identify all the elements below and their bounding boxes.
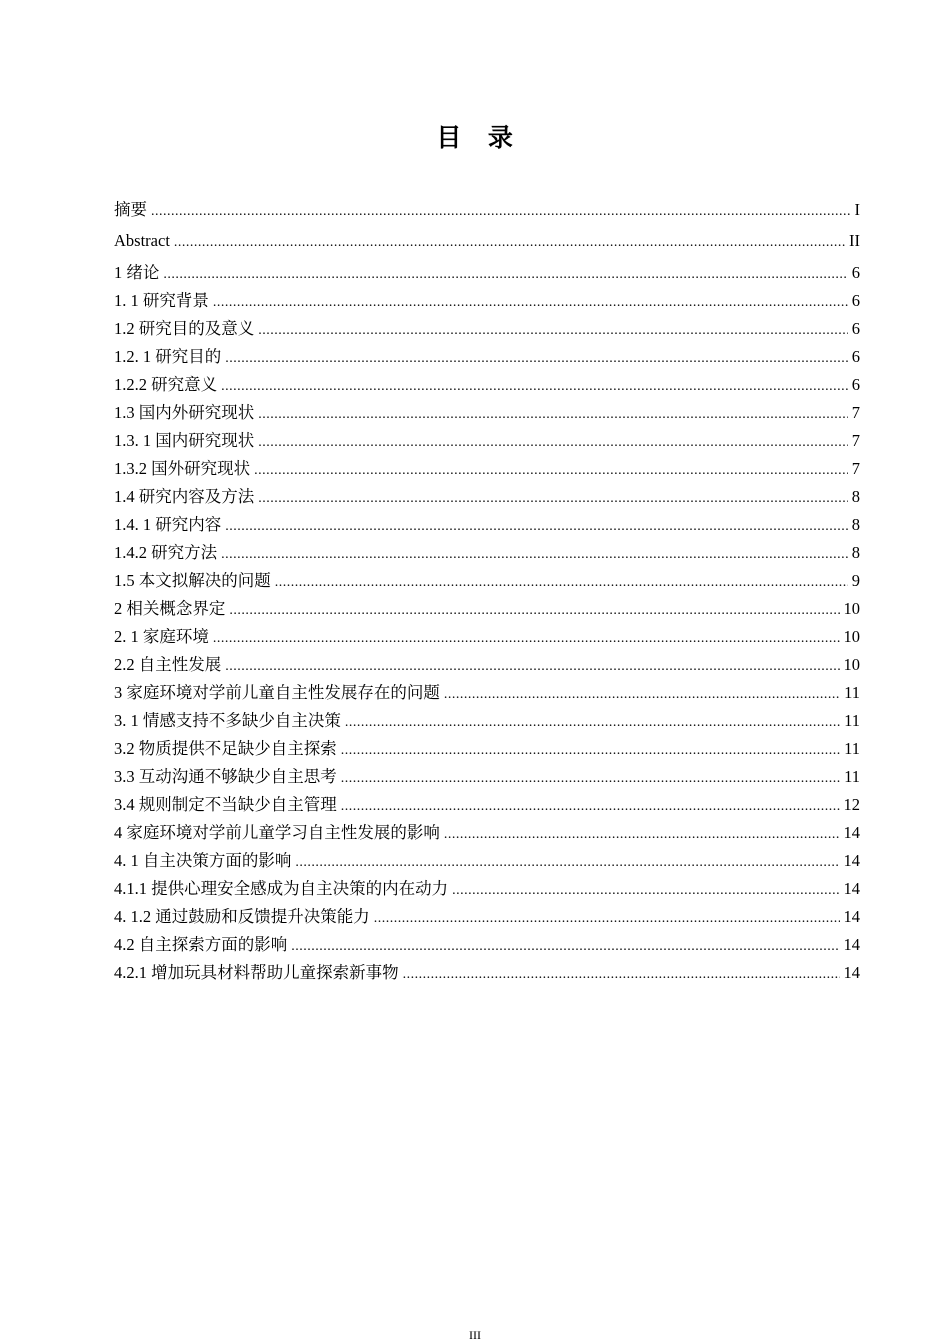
- toc-entry-label: 1.3 国内外研究现状: [114, 403, 255, 422]
- toc-entry-label: 4.2 自主探索方面的影响: [114, 935, 288, 954]
- toc-entry-page: 6: [851, 263, 860, 282]
- toc-entry[interactable]: [114, 791, 860, 819]
- toc-entry-page: 11: [844, 683, 860, 702]
- toc-entry-label: 1.5 本文拟解决的问题: [114, 571, 271, 590]
- toc-entry-page: 8: [851, 487, 860, 506]
- toc-entry-label: 3.4 规则制定不当缺少自主管理: [114, 795, 337, 814]
- toc-entry-page: 7: [851, 403, 860, 422]
- toc-entry[interactable]: [114, 931, 860, 959]
- toc-entry[interactable]: [114, 623, 860, 651]
- toc-dot-leader: [444, 681, 840, 709]
- toc-dot-leader: [345, 709, 840, 737]
- toc-dot-leader: [221, 541, 848, 569]
- toc-entry-label: 4. 1 自主决策方面的影响: [114, 851, 292, 870]
- toc-dot-leader: [151, 196, 851, 227]
- toc-entry-page: 14: [843, 823, 860, 842]
- toc-entry[interactable]: [114, 539, 860, 567]
- toc-entry[interactable]: [114, 875, 860, 903]
- toc-entry-label: 4.2.1 增加玩具材料帮助儿童探索新事物: [114, 963, 399, 982]
- toc-dot-leader: [291, 933, 839, 961]
- toc-entry[interactable]: [114, 259, 860, 287]
- toc-entry-label: 2. 1 家庭环境: [114, 627, 209, 646]
- toc-entry-abstract-en[interactable]: [114, 225, 860, 256]
- toc-entry-label: 4 家庭环境对学前儿童学习自主性发展的影响: [114, 823, 440, 842]
- toc-entry-page: 12: [843, 795, 860, 814]
- toc-dot-leader: [174, 227, 845, 258]
- toc-entry-page: 10: [843, 655, 860, 674]
- toc-dot-leader: [258, 485, 848, 513]
- toc-entry-page: I: [854, 200, 860, 219]
- toc-entry-label: 2 相关概念界定: [114, 599, 226, 618]
- toc-entry-page: 14: [843, 851, 860, 870]
- toc-entry-label: 1.4. 1 研究内容: [114, 515, 222, 534]
- toc-entry[interactable]: [114, 959, 860, 987]
- toc-entry-page: 9: [851, 571, 860, 590]
- toc-entry-page: 11: [844, 767, 860, 786]
- toc-entry-page: 14: [843, 879, 860, 898]
- toc-entry-label: 3.3 互动沟通不够缺少自主思考: [114, 767, 337, 786]
- toc-entry-label: 3.2 物质提供不足缺少自主探索: [114, 739, 337, 758]
- toc-dot-leader: [295, 849, 839, 877]
- toc-entry-page: 7: [851, 431, 860, 450]
- toc-entry-label: 3. 1 情感支持不多缺少自主决策: [114, 711, 341, 730]
- toc-entry-label: 1 绪论: [114, 263, 160, 282]
- toc-entry[interactable]: [114, 903, 860, 931]
- toc-entry[interactable]: [114, 763, 860, 791]
- toc-entry[interactable]: [114, 399, 860, 427]
- toc-entry-page: 10: [843, 599, 860, 618]
- toc-dot-leader: [163, 261, 847, 289]
- toc-entry-label: 4. 1.2 通过鼓励和反馈提升决策能力: [114, 907, 370, 926]
- toc-entry[interactable]: [114, 595, 860, 623]
- toc-entry-label: 1.3.2 国外研究现状: [114, 459, 251, 478]
- table-of-contents: [114, 194, 860, 987]
- toc-entry-label: Abstract: [114, 231, 170, 250]
- toc-entry-label: 摘要: [114, 200, 147, 219]
- toc-entry[interactable]: [114, 343, 860, 371]
- toc-entry-label: 2.2 自主性发展: [114, 655, 222, 674]
- toc-entry[interactable]: [114, 735, 860, 763]
- toc-entry[interactable]: [114, 427, 860, 455]
- toc-entry-label: 3 家庭环境对学前儿童自主性发展存在的问题: [114, 683, 440, 702]
- toc-entry[interactable]: [114, 511, 860, 539]
- toc-entry-label: 1.4 研究内容及方法: [114, 487, 255, 506]
- toc-entry[interactable]: [114, 847, 860, 875]
- toc-dot-leader: [225, 513, 848, 541]
- toc-entry-page: II: [849, 231, 860, 250]
- toc-entry[interactable]: [114, 455, 860, 483]
- toc-entry[interactable]: [114, 567, 860, 595]
- toc-dot-leader: [213, 289, 848, 317]
- toc-entry[interactable]: [114, 287, 860, 315]
- toc-entry[interactable]: [114, 315, 860, 343]
- toc-entry[interactable]: [114, 651, 860, 679]
- toc-entry[interactable]: [114, 819, 860, 847]
- page-number: III: [469, 1328, 481, 1342]
- toc-dot-leader: [275, 569, 848, 597]
- toc-entry-page: 6: [851, 291, 860, 310]
- toc-entry-page: 10: [843, 627, 860, 646]
- toc-entry[interactable]: [114, 707, 860, 735]
- toc-dot-leader: [225, 653, 839, 681]
- toc-entry-label: 1.2.2 研究意义: [114, 375, 218, 394]
- toc-dot-leader: [229, 597, 839, 625]
- toc-entry-label: 1.2. 1 研究目的: [114, 347, 222, 366]
- toc-dot-leader: [254, 457, 848, 485]
- toc-dot-leader: [213, 625, 840, 653]
- toc-entry-label: 1. 1 研究背景: [114, 291, 209, 310]
- toc-entry-page: 6: [851, 347, 860, 366]
- toc-entry[interactable]: [114, 679, 860, 707]
- toc-entry[interactable]: [114, 483, 860, 511]
- toc-entry-page: 8: [851, 543, 860, 562]
- toc-entry-page: 8: [851, 515, 860, 534]
- toc-entry-label: 1.3. 1 国内研究现状: [114, 431, 255, 450]
- toc-dot-leader: [341, 793, 840, 821]
- toc-dot-leader: [258, 317, 848, 345]
- toc-entry-page: 6: [851, 375, 860, 394]
- toc-dot-leader: [258, 429, 848, 457]
- toc-dot-leader: [452, 877, 839, 905]
- toc-entry-page: 14: [843, 935, 860, 954]
- toc-entry[interactable]: [114, 371, 860, 399]
- toc-entry-page: 11: [844, 739, 860, 758]
- page-title: 目 录: [436, 123, 514, 152]
- toc-entry-page: 7: [851, 459, 860, 478]
- toc-dot-leader: [341, 765, 840, 793]
- toc-entry-page: 14: [843, 907, 860, 926]
- toc-entry-label: 1.2 研究目的及意义: [114, 319, 255, 338]
- toc-entry-label: 4.1.1 提供心理安全感成为自主决策的内在动力: [114, 879, 449, 898]
- toc-entry-abstract-cn[interactable]: [114, 194, 860, 225]
- toc-entry-page: 11: [844, 711, 860, 730]
- toc-dot-leader: [225, 345, 848, 373]
- toc-dot-leader: [444, 821, 840, 849]
- toc-entry-page: 6: [851, 319, 860, 338]
- toc-dot-leader: [341, 737, 840, 765]
- toc-entry-label: 1.4.2 研究方法: [114, 543, 218, 562]
- toc-dot-leader: [221, 373, 848, 401]
- toc-dot-leader: [374, 905, 840, 933]
- toc-dot-leader: [403, 961, 840, 989]
- toc-entry-page: 14: [843, 963, 860, 982]
- toc-dot-leader: [258, 401, 848, 429]
